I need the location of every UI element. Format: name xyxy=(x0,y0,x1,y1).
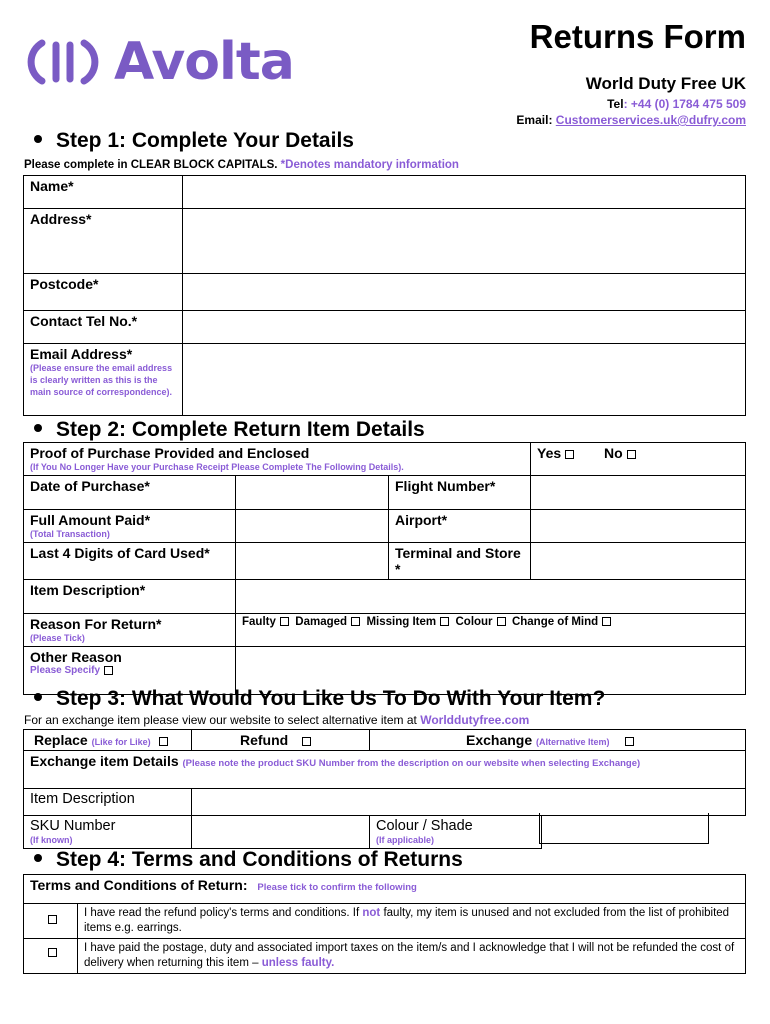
avolta-logo-mark-icon xyxy=(26,37,106,87)
proof-label: Proof of Purchase Provided and Enclosed xyxy=(30,445,310,461)
terminal-field[interactable] xyxy=(531,543,746,580)
term2-check-cell xyxy=(24,939,78,974)
contact-label: Contact Tel No.* xyxy=(24,311,183,344)
card-label: Last 4 Digits of Card Used* xyxy=(24,543,236,580)
yes-label: Yes xyxy=(537,445,562,461)
step3-heading xyxy=(30,687,605,711)
airport-label: Airport* xyxy=(389,510,531,543)
item-details-table xyxy=(23,442,746,695)
reason-note: (Please Tick) xyxy=(30,633,85,643)
change-checkbox[interactable] xyxy=(602,617,611,626)
email-cell xyxy=(24,344,183,416)
step2-heading-text: Step 2: Complete Return Item Details xyxy=(56,418,425,441)
yes-option[interactable] xyxy=(537,445,574,461)
proof-options xyxy=(531,443,746,476)
bullet-icon xyxy=(34,854,42,862)
reason-options xyxy=(236,614,746,647)
term2-checkbox[interactable] xyxy=(48,948,57,957)
reason-faulty-label: Faulty xyxy=(242,616,276,628)
terms-table xyxy=(23,874,746,974)
amount-cell xyxy=(24,510,236,543)
no-checkbox[interactable] xyxy=(627,450,636,459)
colour-note: (If applicable) xyxy=(376,835,435,845)
reason-colour[interactable] xyxy=(455,616,505,628)
exchange-checkbox[interactable] xyxy=(625,737,634,746)
term1-checkbox[interactable] xyxy=(48,915,57,924)
colour-field-right xyxy=(708,813,709,844)
terminal-label: Terminal and Store * xyxy=(389,543,531,580)
proof-cell xyxy=(24,443,531,476)
reason-missing[interactable] xyxy=(366,616,449,628)
no-label: No xyxy=(604,445,623,461)
step3-intro xyxy=(24,713,529,727)
refund-label: Refund xyxy=(240,732,289,748)
term2-part1: I have paid the postage, duty and associated import taxes on the item/s and I acknowledge that I will not be refunded the cost of delivery when returning this item – xyxy=(84,942,735,969)
terms-label: Terms and Conditions of Return: xyxy=(30,877,248,893)
proof-note: (If You No Longer Have your Purchase Receipt Please Complete The Following Details). xyxy=(30,462,404,472)
term2-part2: unless faulty. xyxy=(261,957,335,969)
other-checkbox[interactable] xyxy=(104,666,113,675)
postcode-field[interactable] xyxy=(183,274,746,311)
item-desc-label: Item Description* xyxy=(24,580,236,614)
details-table xyxy=(23,175,746,416)
bullet-icon xyxy=(34,693,42,701)
exchange-details-table xyxy=(23,750,746,849)
colour-field-bottom xyxy=(539,843,709,844)
colour-label: Colour / Shade xyxy=(376,818,473,834)
exchange-details-note: (Please note the product SKU Number from the description on our website when selecting Exchange) xyxy=(182,758,641,769)
sku-cell xyxy=(24,816,192,849)
no-option[interactable] xyxy=(604,445,636,461)
reason-change[interactable] xyxy=(512,616,611,628)
company-name: World Duty Free UK xyxy=(585,74,746,93)
date-field[interactable] xyxy=(236,476,389,510)
email-label: Email: xyxy=(516,113,553,127)
reason-damaged[interactable] xyxy=(295,616,360,628)
ex-item-desc-field[interactable] xyxy=(192,789,746,816)
amount-field[interactable] xyxy=(236,510,389,543)
sku-label: SKU Number xyxy=(30,818,116,834)
name-label: Name* xyxy=(24,176,183,209)
reason-label: Reason For Return* xyxy=(30,616,162,632)
email-address-label: Email Address* xyxy=(30,346,133,362)
faulty-checkbox[interactable] xyxy=(280,617,289,626)
ex-item-desc-label: Item Description xyxy=(24,789,192,816)
exchange-details-cell xyxy=(24,751,746,789)
refund-checkbox[interactable] xyxy=(302,737,311,746)
flight-label: Flight Number* xyxy=(389,476,531,510)
term1-part1: I have read the refund policy's terms and conditions. If xyxy=(84,907,360,919)
step1-heading xyxy=(30,129,354,153)
exchange-note: (Alternative Item) xyxy=(536,737,610,747)
term1-part2: faulty, my item is unused and not excluded from the list of prohibited items e.g. earrings. xyxy=(84,907,730,934)
sku-field[interactable] xyxy=(192,816,370,849)
damaged-checkbox[interactable] xyxy=(351,617,360,626)
step1-instruction xyxy=(24,159,459,171)
step4-heading-text: Step 4: Terms and Conditions of Returns xyxy=(56,848,463,871)
email-link[interactable]: Customerservices.uk@dufry.com xyxy=(555,113,746,127)
intro-text: For an exchange item please view our website to select alternative item at xyxy=(24,713,417,727)
bullet-icon xyxy=(34,424,42,432)
term1-not: not xyxy=(362,907,381,919)
colour-cell xyxy=(370,816,542,849)
replace-option[interactable] xyxy=(24,730,192,751)
telephone xyxy=(607,97,746,111)
exchange-label: Exchange xyxy=(466,732,533,748)
card-field[interactable] xyxy=(236,543,389,580)
tel-value: : +44 (0) 1784 475 509 xyxy=(623,97,746,111)
step3-heading-text: Step 3: What Would You Like Us To Do With Your Item? xyxy=(56,687,606,710)
item-desc-field[interactable] xyxy=(236,580,746,614)
terms-note: Please tick to confirm the following xyxy=(257,882,417,893)
airport-field[interactable] xyxy=(531,510,746,543)
sku-note: (If known) xyxy=(30,835,73,845)
date-label: Date of Purchase* xyxy=(24,476,236,510)
other-note xyxy=(30,665,229,676)
reason-cell xyxy=(24,614,236,647)
mandatory-note: *Denotes mandatory information xyxy=(280,159,459,171)
address-label: Address* xyxy=(24,209,183,274)
page-title: Returns Form xyxy=(529,18,746,55)
instruction-text: Please complete in CLEAR BLOCK CAPITALS. xyxy=(24,159,278,171)
address-field[interactable] xyxy=(183,209,746,274)
other-reason-label: Other Reason xyxy=(30,649,122,665)
reason-missing-label: Missing Item xyxy=(366,616,437,628)
step4-heading xyxy=(30,848,463,872)
other-note-text: Please Specify xyxy=(30,665,101,676)
reason-change-label: Change of Mind xyxy=(511,616,599,628)
postcode-label: Postcode* xyxy=(24,274,183,311)
email-line xyxy=(516,113,746,127)
email-field[interactable] xyxy=(183,344,746,416)
refund-option[interactable] xyxy=(192,730,370,751)
name-field[interactable] xyxy=(183,176,746,209)
exchange-details-label: Exchange item Details xyxy=(30,753,179,769)
replace-label: Replace xyxy=(34,732,88,748)
missing-checkbox[interactable] xyxy=(440,617,449,626)
contact-field[interactable] xyxy=(183,311,746,344)
bullet-icon xyxy=(34,135,42,143)
exchange-option[interactable] xyxy=(370,730,746,751)
step2-heading xyxy=(30,418,425,442)
logo-text: Avolta xyxy=(114,32,294,92)
reason-colour-label: Colour xyxy=(455,616,493,628)
colour-checkbox[interactable] xyxy=(497,617,506,626)
term1-check-cell xyxy=(24,904,78,939)
reason-faulty[interactable] xyxy=(242,616,289,628)
reason-damaged-label: Damaged xyxy=(295,616,348,628)
website-link[interactable]: Worlddutyfree.com xyxy=(420,713,530,727)
term2-text xyxy=(78,939,746,974)
terms-header xyxy=(24,875,746,904)
colour-field-divider xyxy=(539,813,540,844)
replace-note: (Like for Like) xyxy=(91,737,151,747)
step1-heading-text: Step 1: Complete Your Details xyxy=(56,129,354,152)
amount-note: (Total Transaction) xyxy=(30,529,110,539)
term1-text xyxy=(78,904,746,939)
amount-label: Full Amount Paid* xyxy=(30,512,151,528)
yes-checkbox[interactable] xyxy=(565,450,574,459)
flight-field[interactable] xyxy=(531,476,746,510)
tel-label: Tel xyxy=(607,97,624,111)
email-note: (Please ensure the email address is clearly written as this is the main source of correspondence). xyxy=(30,363,173,397)
options-table xyxy=(23,729,746,751)
replace-checkbox[interactable] xyxy=(159,737,168,746)
avolta-logo xyxy=(26,20,296,104)
